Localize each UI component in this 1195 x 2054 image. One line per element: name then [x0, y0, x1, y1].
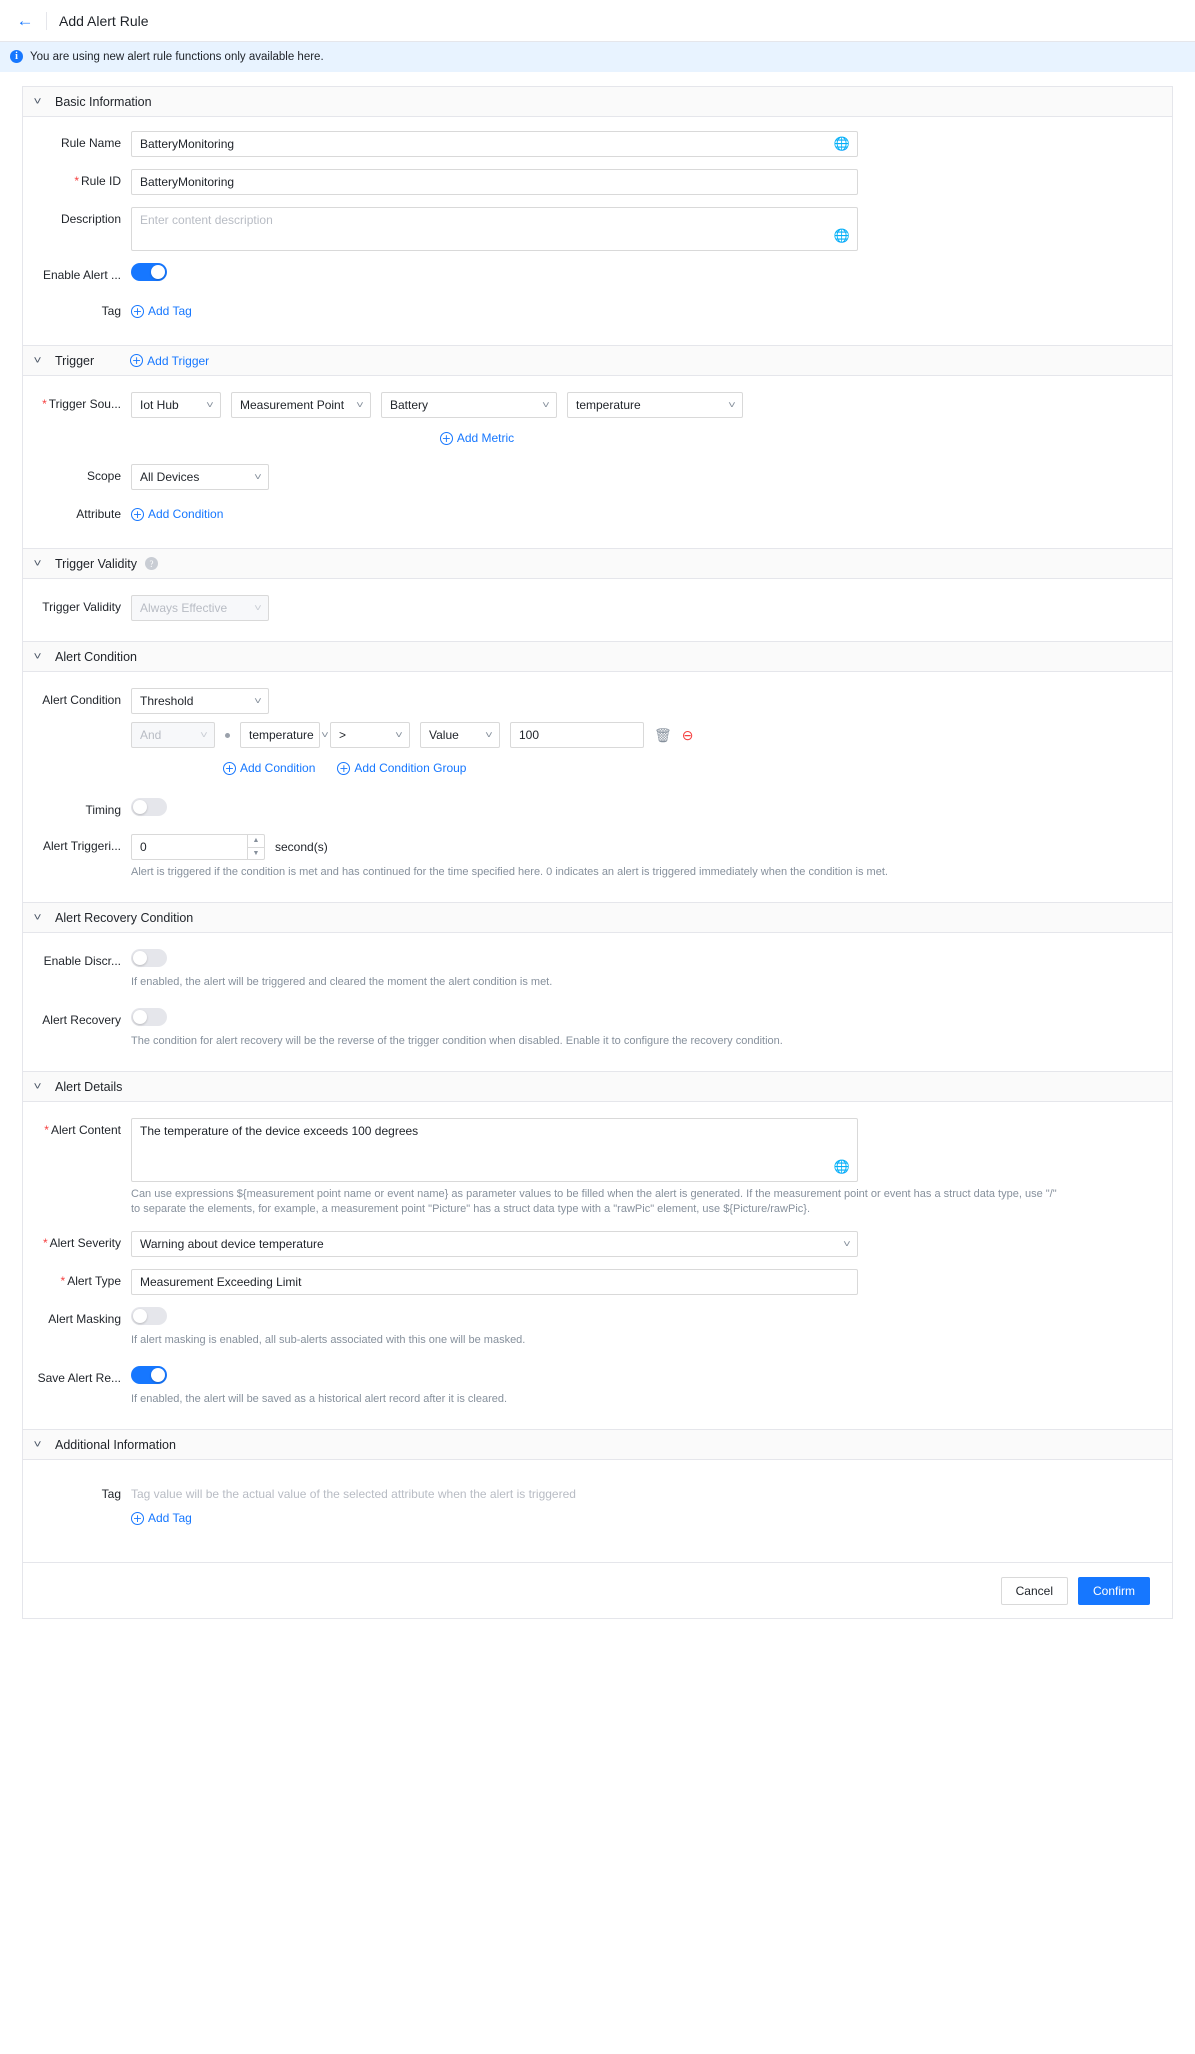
row-alert-masking [23, 1307, 1172, 1348]
stepper-up-icon[interactable]: ▲ [248, 835, 264, 848]
row-save-alert-record [23, 1366, 1172, 1407]
alert-content-textarea[interactable] [131, 1118, 858, 1182]
section-alert-recovery [22, 902, 1173, 1071]
info-banner [0, 42, 1195, 72]
plus-circle-icon: + [132, 1511, 143, 1525]
condition-logic-select[interactable] [131, 722, 215, 748]
discrete-alert-toggle[interactable] [131, 949, 167, 967]
section-body-alert-condition [23, 672, 1172, 902]
chevron-down-icon[interactable]: ˅ [33, 650, 42, 663]
section-title-basic: Basic Information [55, 94, 152, 109]
trigger-type-value: Measurement Point [240, 398, 345, 412]
section-header-trigger[interactable] [23, 346, 1172, 376]
row-enable-alert [23, 263, 1172, 287]
trigger-type-select[interactable] [231, 392, 371, 418]
scope-select[interactable] [131, 464, 269, 490]
label-discrete-alert: Enable Discr... [43, 954, 121, 968]
section-title-trigger: Trigger [55, 353, 95, 368]
additional-tag-placeholder: Tag value will be the actual value of the selected attribute when the alert is triggered [131, 1487, 576, 1501]
label-rule-name: Rule Name [60, 136, 121, 150]
section-title-alert-condition: Alert Condition [55, 649, 137, 664]
row-alert-type [23, 1269, 1172, 1295]
trash-icon[interactable]: 🗑 [654, 726, 672, 743]
label-additional-tag: Tag [101, 1487, 121, 1501]
label-alert-recovery: Alert Recovery [42, 1013, 121, 1027]
condition-operator-value: > [339, 728, 347, 742]
label-rule-id: * Rule ID [74, 174, 121, 188]
chevron-down-icon: ˅ [206, 399, 214, 411]
row-tag [23, 299, 1172, 323]
chevron-down-icon: ˅ [254, 602, 262, 614]
chevron-down-icon: ˅ [395, 729, 403, 741]
chevron-down-icon[interactable]: ˅ [33, 354, 42, 367]
section-body-additional [23, 1460, 1172, 1562]
condition-bullet-icon [225, 733, 230, 738]
rule-name-value: BatteryMonitoring [140, 137, 235, 151]
question-mark-icon[interactable]: ? [145, 557, 158, 570]
section-header-details[interactable] [23, 1072, 1172, 1102]
condition-logic-value: And [140, 728, 162, 742]
row-alert-condition-type [23, 688, 1172, 714]
trigger-delay-value: 0 [140, 840, 147, 854]
globe-icon[interactable]: 🌐 [833, 1159, 850, 1174]
enable-alert-toggle[interactable] [131, 263, 167, 281]
section-trigger [22, 345, 1173, 548]
row-scope [23, 464, 1172, 490]
condition-valuetype-value: Value [429, 728, 459, 742]
add-tag-button[interactable] [131, 299, 192, 323]
section-body-basic [23, 117, 1172, 345]
section-additional-information [22, 1429, 1173, 1563]
alert-recovery-hint: The condition for alert recovery will be the reverse of the trigger condition when disabled. Enable it to configure the recovery condition. [131, 1035, 783, 1047]
stepper-down-icon[interactable]: ▼ [252, 849, 260, 857]
add-metric-button[interactable] [440, 426, 514, 450]
condition-threshold-input[interactable] [510, 722, 644, 748]
label-enable-alert: Enable Alert ... [42, 268, 121, 282]
plus-circle-icon: + [224, 761, 235, 775]
add-condition-label: Add Condition [148, 507, 224, 521]
section-basic-information [22, 86, 1173, 345]
plus-circle-icon: + [132, 304, 143, 318]
header-divider [46, 12, 47, 30]
add-condition-button[interactable] [223, 756, 315, 780]
condition-row [131, 722, 1172, 748]
section-alert-condition [22, 641, 1173, 902]
add-trigger-label: Add Trigger [147, 353, 210, 368]
label-tag: Tag [101, 304, 121, 318]
alert-severity-value: Warning about device temperature [140, 1237, 324, 1251]
row-discrete-alert [23, 949, 1172, 990]
rule-name-input[interactable] [131, 131, 858, 157]
add-trigger-button[interactable] [130, 349, 209, 373]
label-alert-severity: * Alert Severity [42, 1236, 121, 1250]
chevron-down-icon: ˅ [200, 729, 208, 741]
row-attribute [23, 502, 1172, 526]
alert-condition-type-select[interactable] [131, 688, 269, 714]
section-title-validity: Trigger Validity [55, 556, 137, 571]
row-rule-name [23, 131, 1172, 157]
label-alert-masking: Alert Masking [48, 1312, 121, 1326]
condition-threshold-value: 100 [519, 728, 540, 742]
section-body-trigger [23, 376, 1172, 548]
row-additional-tag [23, 1482, 1172, 1530]
section-header-recovery[interactable] [23, 903, 1172, 933]
info-banner-text: You are using new alert rule functions only available here. [30, 50, 324, 63]
trigger-delay-stepper[interactable] [131, 834, 265, 860]
add-tag-label: Add Tag [148, 1511, 192, 1525]
save-alert-record-toggle[interactable] [131, 1366, 167, 1384]
chevron-down-icon: ˅ [485, 729, 493, 741]
add-condition-group-button[interactable] [337, 756, 466, 780]
chevron-down-icon[interactable]: ˅ [33, 1080, 42, 1093]
chevron-down-icon: ˅ [320, 729, 329, 741]
bottom-spacer [22, 1619, 1173, 1641]
alert-masking-hint: If alert masking is enabled, all sub-alerts associated with this one will be masked. [131, 1334, 526, 1346]
discrete-alert-hint: If enabled, the alert will be triggered and cleared the moment the alert condition is met. [131, 976, 553, 988]
section-body-validity [23, 579, 1172, 641]
row-description [23, 207, 1172, 251]
trigger-metric-value: temperature [576, 398, 641, 412]
label-alert-content: * Alert Content [44, 1123, 121, 1137]
add-condition-label: Add Condition [240, 761, 316, 775]
label-alert-type: * Alert Type [60, 1274, 121, 1288]
section-header-additional[interactable] [23, 1430, 1172, 1460]
label-description: Description [60, 212, 121, 226]
plus-circle-icon: + [132, 507, 143, 521]
section-title-recovery: Alert Recovery Condition [55, 910, 194, 925]
page-title: Add Alert Rule [59, 12, 149, 29]
alert-condition-type-value: Threshold [140, 694, 194, 708]
section-body-recovery [23, 933, 1172, 1071]
row-trigger-source [23, 392, 1172, 450]
chevron-down-icon: ˅ [254, 471, 262, 483]
chevron-down-icon: ˅ [356, 399, 364, 411]
trigger-source-select[interactable] [131, 392, 221, 418]
description-placeholder: Enter content description [140, 213, 273, 227]
label-alert-condition: Alert Condition [42, 693, 121, 707]
chevron-down-icon[interactable]: ˅ [33, 1438, 42, 1451]
trigger-validity-select[interactable] [131, 595, 269, 621]
add-tag-button[interactable] [131, 1506, 192, 1530]
condition-metric-select[interactable] [240, 722, 329, 748]
alert-type-input[interactable] [131, 1269, 858, 1295]
row-timing [23, 798, 1172, 822]
cancel-button[interactable]: Cancel [1001, 1577, 1068, 1605]
timing-toggle[interactable] [131, 798, 167, 816]
chevron-down-icon[interactable]: ˅ [33, 557, 42, 570]
alert-masking-toggle[interactable] [131, 1307, 167, 1325]
row-trigger-validity [23, 595, 1172, 621]
trigger-device-value: Battery [390, 398, 429, 412]
chevron-down-icon[interactable]: ˅ [33, 95, 42, 108]
minus-circle-icon[interactable]: ⊖ [681, 726, 694, 743]
row-alert-content [23, 1118, 1172, 1217]
trigger-delay-hint: Alert is triggered if the condition is met and has continued for the time specified here. 0 indicates an alert is triggered immediately when the condition is met. [131, 866, 888, 878]
form-footer [22, 1563, 1173, 1619]
section-header-validity[interactable] [23, 549, 1172, 579]
section-header-basic[interactable] [23, 87, 1172, 117]
save-alert-record-hint: If enabled, the alert will be saved as a historical alert record after it is cleared. [131, 1393, 508, 1405]
trigger-metric-select[interactable] [567, 392, 743, 418]
section-body-details [23, 1102, 1172, 1429]
trigger-device-select[interactable] [381, 392, 557, 418]
alert-type-value: Measurement Exceeding Limit [140, 1275, 302, 1289]
add-condition-button[interactable] [131, 502, 223, 526]
info-icon: i [10, 50, 23, 63]
trigger-source-value: Iot Hub [140, 398, 179, 412]
add-condition-group-label: Add Condition Group [354, 761, 467, 775]
label-attribute: Attribute [76, 507, 121, 521]
chevron-down-icon: ˅ [843, 1238, 851, 1250]
add-tag-label: Add Tag [148, 304, 192, 318]
row-rule-id [23, 169, 1172, 195]
chevron-down-icon: ˅ [728, 399, 736, 411]
alert-recovery-toggle[interactable] [131, 1008, 167, 1026]
back-arrow-icon[interactable]: ← [16, 11, 34, 30]
label-trigger-validity: Trigger Validity [42, 600, 121, 614]
chevron-down-icon: ˅ [254, 695, 262, 707]
plus-circle-icon: + [132, 354, 142, 367]
section-trigger-validity [22, 548, 1173, 641]
plus-circle-icon: + [441, 431, 451, 445]
label-save-alert-record: Save Alert Re... [37, 1371, 121, 1385]
globe-icon[interactable]: 🌐 [833, 228, 850, 243]
trigger-validity-value: Always Effective [140, 601, 228, 615]
row-trigger-delay [23, 834, 1172, 880]
rule-id-input[interactable] [131, 169, 858, 195]
trigger-delay-unit: second(s) [275, 840, 328, 854]
section-title-additional: Additional Information [55, 1437, 176, 1452]
description-textarea[interactable] [131, 207, 858, 251]
rule-id-value: BatteryMonitoring [140, 175, 235, 189]
row-alert-severity [23, 1231, 1172, 1257]
page-header [0, 0, 1195, 42]
stepper-arrows[interactable] [247, 835, 264, 859]
alert-content-value: The temperature of the device exceeds 100 degrees [140, 1124, 419, 1138]
add-metric-label: Add Metric [456, 431, 515, 445]
plus-circle-icon: + [339, 761, 349, 775]
row-alert-recovery [23, 1008, 1172, 1049]
chevron-down-icon: ˅ [542, 399, 550, 411]
alert-severity-select[interactable] [131, 1231, 858, 1257]
alert-content-hint: Can use expressions ${measurement point name or event name} as parameter values to be filled when the alert is generated. If the measurement point or event has a struct data type, use "/" to separate the elements, for example, a measurement point "Picture" has a struct data type with a "rawPic" element, use ${Picture/rawPic}. [131, 1188, 1057, 1215]
section-title-details: Alert Details [55, 1079, 123, 1094]
form-container [0, 72, 1195, 1641]
row-condition-expression [23, 722, 1172, 780]
section-alert-details [22, 1071, 1173, 1429]
confirm-button[interactable]: Confirm [1078, 1577, 1150, 1605]
condition-operator-select[interactable] [330, 722, 410, 748]
label-trigger-source: * Trigger Sou... [42, 397, 121, 411]
globe-icon[interactable]: 🌐 [833, 136, 850, 151]
scope-value: All Devices [140, 470, 200, 484]
label-trigger-delay: Alert Triggeri... [42, 839, 121, 853]
label-timing: Timing [85, 803, 121, 817]
label-scope: Scope [86, 469, 121, 483]
chevron-down-icon[interactable]: ˅ [33, 911, 42, 924]
condition-valuetype-select[interactable] [420, 722, 500, 748]
section-header-alert-condition[interactable] [23, 642, 1172, 672]
condition-metric-value: temperature [249, 728, 314, 742]
